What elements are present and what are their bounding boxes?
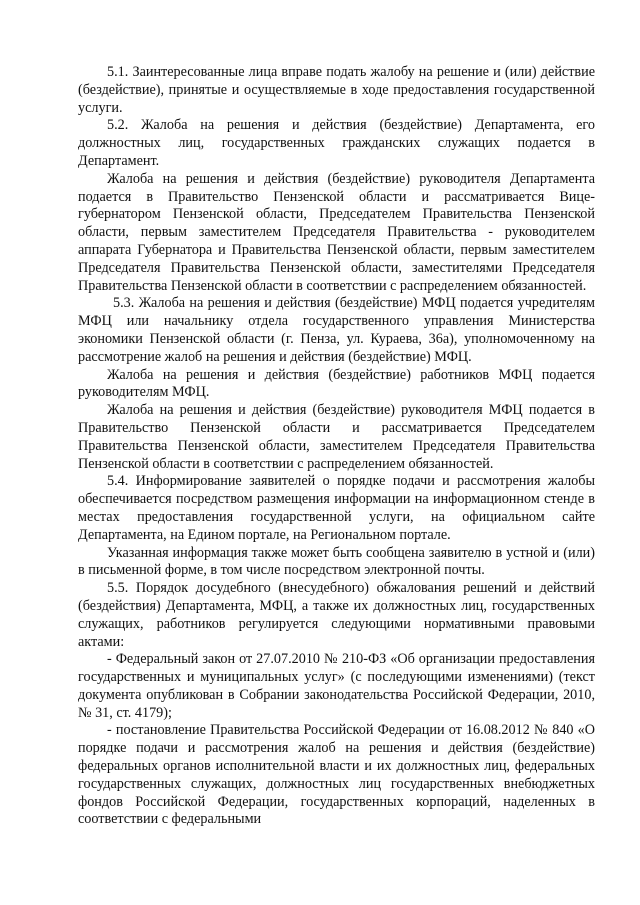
- list-item-federal-law: - Федеральный закон от 27.07.2010 № 210-ФЗ «Об организации предоставления государственных и муниципальных услуг» (с последующими изменениями) (текст документа опубликован в Собрании законодательства Российской Федерации, 2010, № 31, ст. 4179);: [78, 651, 595, 721]
- paragraph-info-communication: Указанная информация также может быть сообщена заявителю в устной и (или) в письменной форме, в том числе посредством электронной почты.: [78, 544, 595, 579]
- paragraph-5-3: 5.3. Жалоба на решения и действия (бездействие) МФЦ подается учредителям МФЦ или начальнику отдела государственного управления Министерства экономики Пензенской области (г. Пенза, ул. Кураева, 36а), уполномоченному на рассмотрение жалоб на решения и действия (бездействие) МФЦ.: [78, 295, 595, 365]
- paragraph-5-1: 5.1. Заинтересованные лица вправе подать жалобу на решение и (или) действие (бездействие), принятые и осуществляемые в ходе предоставления государственной услуги.: [78, 64, 595, 116]
- paragraph-5-5: 5.5. Порядок досудебного (внесудебного) обжалования решений и действий (бездействия) Департамента, МФЦ, а также их должностных лиц, государственных служащих, работников регулируется следующими нормативными правовыми актами:: [78, 580, 595, 650]
- paragraph-mfc-head-complaint: Жалоба на решения и действия (бездействие) руководителя МФЦ подается в Правительство Пензенской области и рассматривается Председателем Правительства Пензенской области, заместителем Председателя Правительства Пензенской области в соответствии с распределением обязанностей.: [78, 402, 595, 472]
- list-item-government-resolution: - постановление Правительства Российской Федерации от 16.08.2012 № 840 «О порядке подачи и рассмотрения жалоб на решения и действия (бездействие) федеральных органов исполнительной власти и их должностных лиц, федеральных государственных служащих, должностных лиц государственных внебюджетных фондов Российской Федерации, государственных корпораций, наделенных в соответствии с федеральными: [78, 722, 595, 828]
- paragraph-mfc-workers-complaint: Жалоба на решения и действия (бездействие) работников МФЦ подается руководителям МФЦ.: [78, 366, 595, 401]
- document-page: [78, 64, 595, 829]
- paragraph-5-2: 5.2. Жалоба на решения и действия (бездействие) Департамента, его должностных лиц, государственных гражданских служащих подается в Департамент.: [78, 117, 595, 169]
- paragraph-5-4: 5.4. Информирование заявителей о порядке подачи и рассмотрения жалобы обеспечивается посредством размещения информации на информационном стенде в местах предоставления государственной услуги, на официальном сайте Департамента, на Едином портале, на Региональном портале.: [78, 473, 595, 543]
- paragraph-department-head-complaint: Жалоба на решения и действия (бездействие) руководителя Департамента подается в Правительство Пензенской области и рассматривается Вице-губернатором Пензенской области, Председателем Правительства Пензенской области, первым заместителем Председателя Правительства - руководителем аппарата Губернатора и Правительства Пензенской области, первым заместителем Председателя Правительства Пензенской области, заместителями Председателя Правительства Пензенской области в соответствии с распределением обязанностей.: [78, 170, 595, 294]
